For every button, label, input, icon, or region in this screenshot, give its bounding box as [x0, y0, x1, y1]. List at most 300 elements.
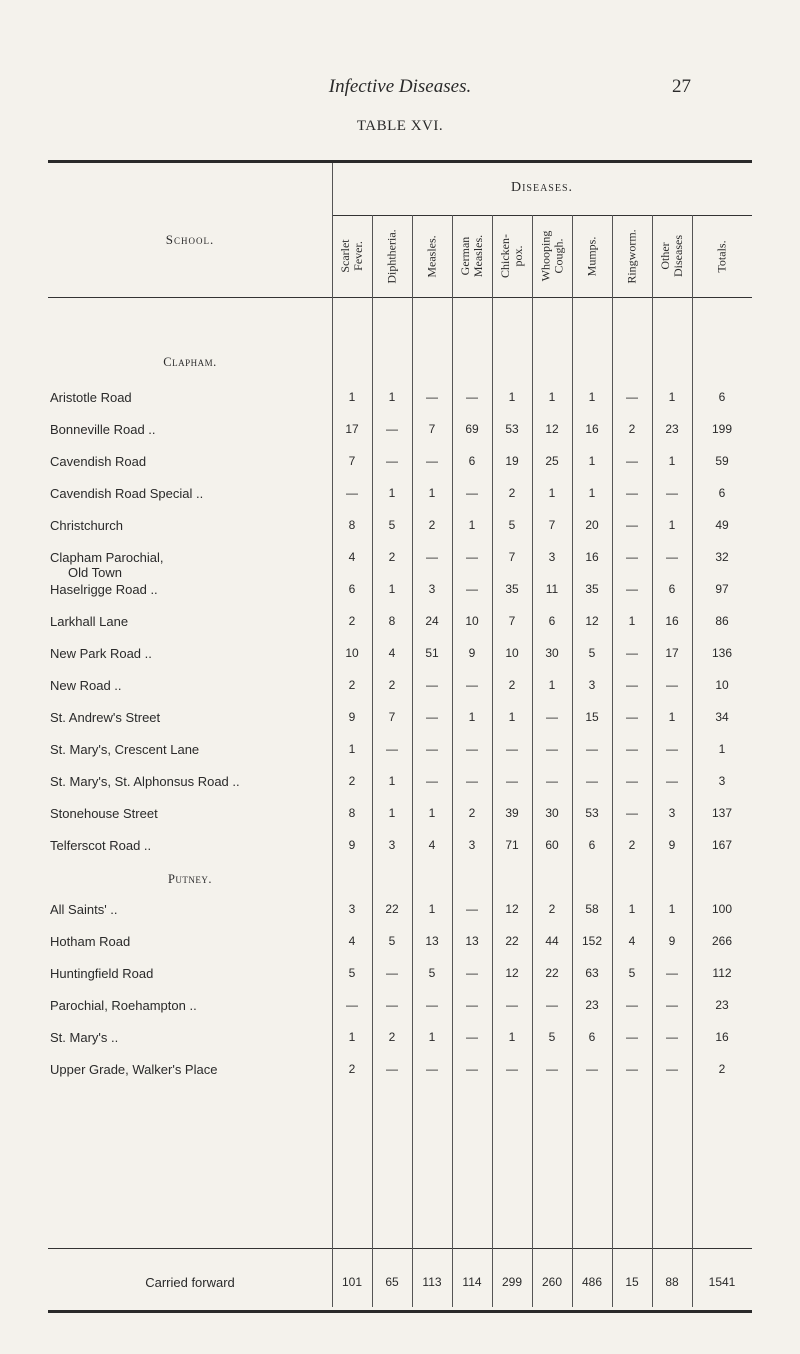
table-cell: —	[586, 742, 598, 756]
column-header	[412, 218, 452, 294]
school-name	[50, 454, 330, 469]
table-cell: 9	[348, 710, 356, 724]
table-cell: 1	[388, 390, 396, 404]
school-name-text: Cavendish Road Special ..	[50, 486, 204, 501]
table-cell: 13	[465, 934, 479, 948]
school-name-text: New Road ..	[50, 678, 122, 693]
school-name-text: New Park Road ..	[50, 646, 152, 661]
table-cell: 1	[668, 902, 676, 916]
table-cell: 2	[388, 678, 396, 692]
column-header-label: Other Diseases	[658, 235, 685, 277]
table-cell: —	[386, 1062, 398, 1076]
table-cell: 16	[715, 1030, 729, 1044]
table-row	[48, 582, 752, 606]
disease-table	[48, 160, 752, 1315]
table-cell: 137	[711, 806, 733, 820]
table-top-rule	[48, 160, 752, 163]
table-row	[48, 678, 752, 702]
total-cell: 101	[341, 1275, 363, 1289]
table-cell: 2	[718, 1062, 726, 1076]
table-cell: —	[466, 678, 478, 692]
table-cell: —	[466, 390, 478, 404]
table-cell: —	[586, 774, 598, 788]
table-cell: —	[386, 454, 398, 468]
table-cell: —	[466, 582, 478, 596]
column-header	[532, 218, 572, 294]
table-cell: —	[426, 1062, 438, 1076]
school-name	[50, 710, 330, 725]
table-cell: 3	[428, 582, 436, 596]
column-header-label: Diphtheria.	[384, 228, 399, 284]
table-cell: —	[506, 998, 518, 1012]
school-name	[50, 518, 330, 533]
table-row	[48, 934, 752, 958]
column-header	[612, 218, 652, 294]
table-row	[48, 422, 752, 446]
table-cell: —	[426, 454, 438, 468]
table-cell: 3	[588, 678, 596, 692]
table-cell: 1	[508, 710, 516, 724]
table-cell: —	[466, 998, 478, 1012]
total-row	[48, 1275, 752, 1299]
table-cell: 6	[548, 614, 556, 628]
table-row	[48, 902, 752, 926]
table-cell: 1	[668, 710, 676, 724]
school-name-text: Telferscot Road ..	[50, 838, 152, 853]
table-cell: 100	[711, 902, 733, 916]
table-cell: 5	[628, 966, 636, 980]
school-header: School.	[165, 232, 215, 247]
table-cell: 63	[585, 966, 599, 980]
total-cell: 88	[665, 1275, 679, 1289]
table-cell: —	[666, 1062, 678, 1076]
column-header-label: German Measles.	[458, 234, 486, 278]
table-cell: 1	[388, 806, 396, 820]
column-header	[452, 218, 492, 294]
table-cell: 1	[348, 390, 356, 404]
table-cell: —	[426, 550, 438, 564]
table-cell: 17	[665, 646, 679, 660]
table-cell: —	[626, 998, 638, 1012]
column-header	[372, 218, 412, 294]
table-cell: —	[626, 1062, 638, 1076]
school-name-text: St. Andrew's Street	[50, 710, 161, 725]
table-row	[48, 390, 752, 414]
table-cell: 10	[345, 646, 359, 660]
table-cell: 22	[505, 934, 519, 948]
school-name-text: Huntingfield Road	[50, 966, 154, 981]
table-cell: —	[666, 774, 678, 788]
table-cell: 1	[548, 678, 556, 692]
table-cell: 4	[428, 838, 436, 852]
school-name-text: Hotham Road	[50, 934, 131, 949]
table-cell: 3	[548, 550, 556, 564]
column-header-label: Scarlet Fever.	[338, 239, 365, 273]
table-row	[48, 1030, 752, 1054]
table-cell: —	[626, 774, 638, 788]
school-name-text: Christchurch	[50, 518, 123, 533]
table-cell: 6	[588, 1030, 596, 1044]
table-cell: 5	[588, 646, 596, 660]
table-cell: 112	[712, 966, 732, 980]
table-cell: 6	[468, 454, 476, 468]
table-cell: —	[426, 998, 438, 1012]
table-cell: 1	[348, 1030, 356, 1044]
total-label: Carried forward	[145, 1275, 235, 1290]
school-name-text: Bonneville Road ..	[50, 422, 156, 437]
total-cell: 260	[541, 1275, 563, 1289]
table-cell: 2	[348, 1062, 356, 1076]
column-header	[692, 218, 752, 294]
table-cell: 86	[715, 614, 729, 628]
header-bottom-rule	[48, 297, 752, 298]
table-row	[48, 966, 752, 990]
school-name	[50, 422, 330, 437]
table-row	[48, 710, 752, 734]
table-cell: —	[386, 966, 398, 980]
table-cell: —	[466, 902, 478, 916]
column-header	[492, 218, 532, 294]
table-caption: TABLE XVI.	[356, 118, 444, 134]
table-cell: —	[426, 390, 438, 404]
table-row	[48, 806, 752, 830]
table-cell: 1	[588, 486, 596, 500]
table-cell: 7	[508, 614, 516, 628]
table-cell: 58	[585, 902, 599, 916]
school-name	[50, 646, 330, 661]
table-cell: —	[666, 998, 678, 1012]
table-cell: —	[386, 998, 398, 1012]
table-cell: 1	[468, 710, 476, 724]
table-cell: 2	[388, 550, 396, 564]
table-row	[48, 486, 752, 510]
school-name	[50, 998, 330, 1013]
table-cell: 2	[628, 422, 636, 436]
table-cell: 15	[585, 710, 599, 724]
table-cell: 3	[388, 838, 396, 852]
section-title-putney: Putney.	[167, 872, 213, 886]
section-title-clapham: Clapham.	[163, 355, 217, 369]
table-cell: 6	[348, 582, 356, 596]
table-cell: 44	[545, 934, 559, 948]
table-cell: 12	[505, 966, 519, 980]
column-header-label: Chicken- pox.	[498, 234, 525, 278]
table-cell: 12	[545, 422, 559, 436]
total-cell: 486	[581, 1275, 603, 1289]
table-cell: —	[466, 742, 478, 756]
table-cell: 1	[668, 454, 676, 468]
table-cell: —	[466, 774, 478, 788]
table-cell: —	[346, 486, 358, 500]
table-cell: 12	[505, 902, 519, 916]
table-cell: —	[666, 966, 678, 980]
table-cell: 59	[715, 454, 729, 468]
table-cell: 1	[548, 390, 556, 404]
table-row	[48, 614, 752, 638]
table-cell: —	[506, 1062, 518, 1076]
table-cell: —	[626, 806, 638, 820]
table-cell: 1	[548, 486, 556, 500]
column-divider	[332, 163, 333, 1307]
school-name-text: Haselrigge Road ..	[50, 582, 158, 597]
school-name-text: Parochial, Roehampton ..	[50, 998, 197, 1013]
table-cell: 60	[545, 838, 559, 852]
table-cell: —	[426, 742, 438, 756]
table-cell: 5	[388, 518, 396, 532]
table-cell: 22	[385, 902, 399, 916]
table-row	[48, 838, 752, 862]
table-cell: 1	[348, 742, 356, 756]
table-cell: 5	[388, 934, 396, 948]
table-cell: 7	[428, 422, 436, 436]
total-cell: 15	[625, 1275, 639, 1289]
table-cell: —	[626, 742, 638, 756]
table-cell: 5	[428, 966, 436, 980]
table-cell: 1	[588, 454, 596, 468]
table-cell: 69	[465, 422, 479, 436]
table-cell: —	[626, 710, 638, 724]
table-cell: —	[386, 742, 398, 756]
table-cell: 24	[425, 614, 439, 628]
table-cell: 8	[348, 806, 356, 820]
table-cell: —	[466, 1062, 478, 1076]
school-name-text: Aristotle Road	[50, 390, 132, 405]
school-name	[50, 390, 330, 405]
table-cell: 2	[548, 902, 556, 916]
table-cell: 5	[508, 518, 516, 532]
table-cell: 2	[628, 838, 636, 852]
table-cell: 25	[545, 454, 559, 468]
table-cell: 23	[715, 998, 729, 1012]
table-row	[48, 454, 752, 478]
school-name	[50, 902, 330, 917]
table-cell: 2	[388, 1030, 396, 1044]
school-name-text: Stonehouse Street	[50, 806, 158, 821]
table-cell: 16	[585, 422, 599, 436]
school-name-text: St. Mary's, Crescent Lane	[50, 742, 200, 757]
school-name-subline: Old Town	[68, 565, 122, 580]
table-cell: —	[346, 998, 358, 1012]
table-cell: 7	[548, 518, 556, 532]
table-cell: —	[626, 486, 638, 500]
page-number: 27	[672, 76, 691, 97]
diseases-header: Diseases.	[510, 180, 574, 195]
table-cell: —	[666, 1030, 678, 1044]
table-cell: 11	[545, 582, 559, 596]
table-cell: —	[586, 1062, 598, 1076]
table-cell: 2	[348, 774, 356, 788]
table-cell: 1	[388, 582, 396, 596]
table-cell: —	[626, 1030, 638, 1044]
table-cell: 7	[388, 710, 396, 724]
table-cell: 1	[508, 1030, 516, 1044]
table-row	[48, 998, 752, 1022]
table-cell: 35	[585, 582, 599, 596]
table-cell: 23	[585, 998, 599, 1012]
school-name	[50, 550, 330, 580]
school-name	[50, 742, 330, 757]
total-cell: 1541	[708, 1275, 736, 1289]
table-cell: 49	[715, 518, 729, 532]
table-cell: 30	[545, 646, 559, 660]
table-cell: 34	[715, 710, 729, 724]
table-row	[48, 550, 752, 580]
column-header-label: Measles.	[424, 234, 439, 278]
column-header-label: Totals.	[714, 239, 729, 273]
table-cell: 4	[628, 934, 636, 948]
table-cell: —	[626, 550, 638, 564]
school-name-text: All Saints' ..	[50, 902, 118, 917]
table-cell: 13	[425, 934, 439, 948]
table-cell: —	[626, 454, 638, 468]
table-cell: 1	[628, 614, 636, 628]
table-cell: 16	[665, 614, 679, 628]
table-row	[48, 646, 752, 670]
school-name	[50, 1030, 330, 1045]
table-row	[48, 1062, 752, 1086]
school-name	[50, 838, 330, 853]
table-cell: 3	[718, 774, 726, 788]
table-cell: 30	[545, 806, 559, 820]
table-cell: 71	[505, 838, 519, 852]
table-cell: 5	[348, 966, 356, 980]
table-cell: 51	[425, 646, 439, 660]
table-cell: 2	[468, 806, 476, 820]
school-name	[50, 614, 330, 629]
school-name	[50, 774, 330, 789]
table-cell: —	[546, 1062, 558, 1076]
table-cell: —	[546, 774, 558, 788]
diseases-subheader-rule	[332, 215, 752, 216]
table-row	[48, 774, 752, 798]
table-cell: 2	[348, 614, 356, 628]
school-name-text: St. Mary's ..	[50, 1030, 119, 1045]
column-header-label: Whooping Cough.	[538, 230, 566, 282]
table-cell: —	[466, 966, 478, 980]
table-cell: 22	[545, 966, 559, 980]
table-cell: 53	[585, 806, 599, 820]
table-cell: 1	[718, 742, 726, 756]
total-cell: 65	[385, 1275, 399, 1289]
table-cell: —	[466, 486, 478, 500]
table-cell: 3	[468, 838, 476, 852]
table-cell: —	[546, 742, 558, 756]
school-name-text: St. Mary's, St. Alphonsus Road ..	[50, 774, 240, 789]
table-cell: 23	[665, 422, 679, 436]
school-name	[50, 934, 330, 949]
table-cell: 32	[715, 550, 729, 564]
table-cell: —	[386, 422, 398, 436]
school-name-text: Upper Grade, Walker's Place	[50, 1062, 218, 1077]
table-cell: —	[626, 390, 638, 404]
page-title: Infective Diseases.	[328, 76, 472, 97]
table-cell: 266	[711, 934, 733, 948]
total-cell: 113	[422, 1275, 442, 1289]
table-cell: 9	[348, 838, 356, 852]
table-cell: —	[666, 550, 678, 564]
school-name	[50, 678, 330, 693]
table-cell: —	[466, 1030, 478, 1044]
table-cell: 6	[718, 486, 726, 500]
table-cell: —	[626, 582, 638, 596]
table-cell: —	[666, 678, 678, 692]
table-cell: 199	[711, 422, 733, 436]
table-cell: 1	[388, 486, 396, 500]
table-cell: —	[426, 774, 438, 788]
table-cell: 1	[388, 774, 396, 788]
table-cell: —	[546, 998, 558, 1012]
table-cell: —	[626, 678, 638, 692]
table-cell: 20	[585, 518, 599, 532]
table-cell: 3	[348, 902, 356, 916]
table-cell: 10	[715, 678, 729, 692]
table-cell: 10	[505, 646, 519, 660]
total-cell: 114	[462, 1275, 482, 1289]
table-cell: 1	[428, 806, 436, 820]
column-header-label: Ringworm.	[624, 228, 639, 284]
table-cell: —	[466, 550, 478, 564]
table-cell: 16	[585, 550, 599, 564]
table-cell: —	[506, 774, 518, 788]
school-name	[50, 1062, 330, 1077]
table-cell: 6	[588, 838, 596, 852]
school-name-text: Larkhall Lane	[50, 614, 129, 629]
table-cell: —	[506, 742, 518, 756]
total-cell: 299	[501, 1275, 523, 1289]
table-cell: 1	[628, 902, 636, 916]
table-cell: 136	[711, 646, 733, 660]
school-name-text: Clapham Parochial,	[50, 550, 164, 565]
table-cell: —	[546, 710, 558, 724]
table-cell: 35	[505, 582, 519, 596]
table-cell: 1	[668, 390, 676, 404]
table-cell: 10	[465, 614, 479, 628]
table-cell: 6	[718, 390, 726, 404]
table-cell: 7	[508, 550, 516, 564]
table-cell: 12	[585, 614, 599, 628]
school-name	[50, 966, 330, 981]
table-cell: 1	[668, 518, 676, 532]
table-cell: —	[666, 742, 678, 756]
table-cell: 2	[348, 678, 356, 692]
table-cell: 19	[505, 454, 519, 468]
table-cell: 1	[588, 390, 596, 404]
table-cell: 152	[581, 934, 603, 948]
table-bottom-rule	[48, 1310, 752, 1313]
table-cell: —	[626, 518, 638, 532]
table-cell: 1	[428, 1030, 436, 1044]
table-cell: 4	[348, 550, 356, 564]
table-cell: —	[426, 678, 438, 692]
table-cell: 2	[508, 486, 516, 500]
table-cell: 3	[668, 806, 676, 820]
school-name	[50, 486, 330, 501]
table-cell: 1	[508, 390, 516, 404]
column-header	[652, 218, 692, 294]
table-cell: 8	[388, 614, 396, 628]
school-name	[50, 806, 330, 821]
column-header-label: Mumps.	[584, 236, 599, 276]
table-row	[48, 742, 752, 766]
school-name	[50, 582, 330, 597]
table-cell: —	[666, 486, 678, 500]
table-cell: 9	[668, 838, 676, 852]
table-cell: —	[426, 710, 438, 724]
table-cell: 1	[428, 902, 436, 916]
table-cell: 1	[468, 518, 476, 532]
column-header	[572, 218, 612, 294]
table-cell: 4	[388, 646, 396, 660]
